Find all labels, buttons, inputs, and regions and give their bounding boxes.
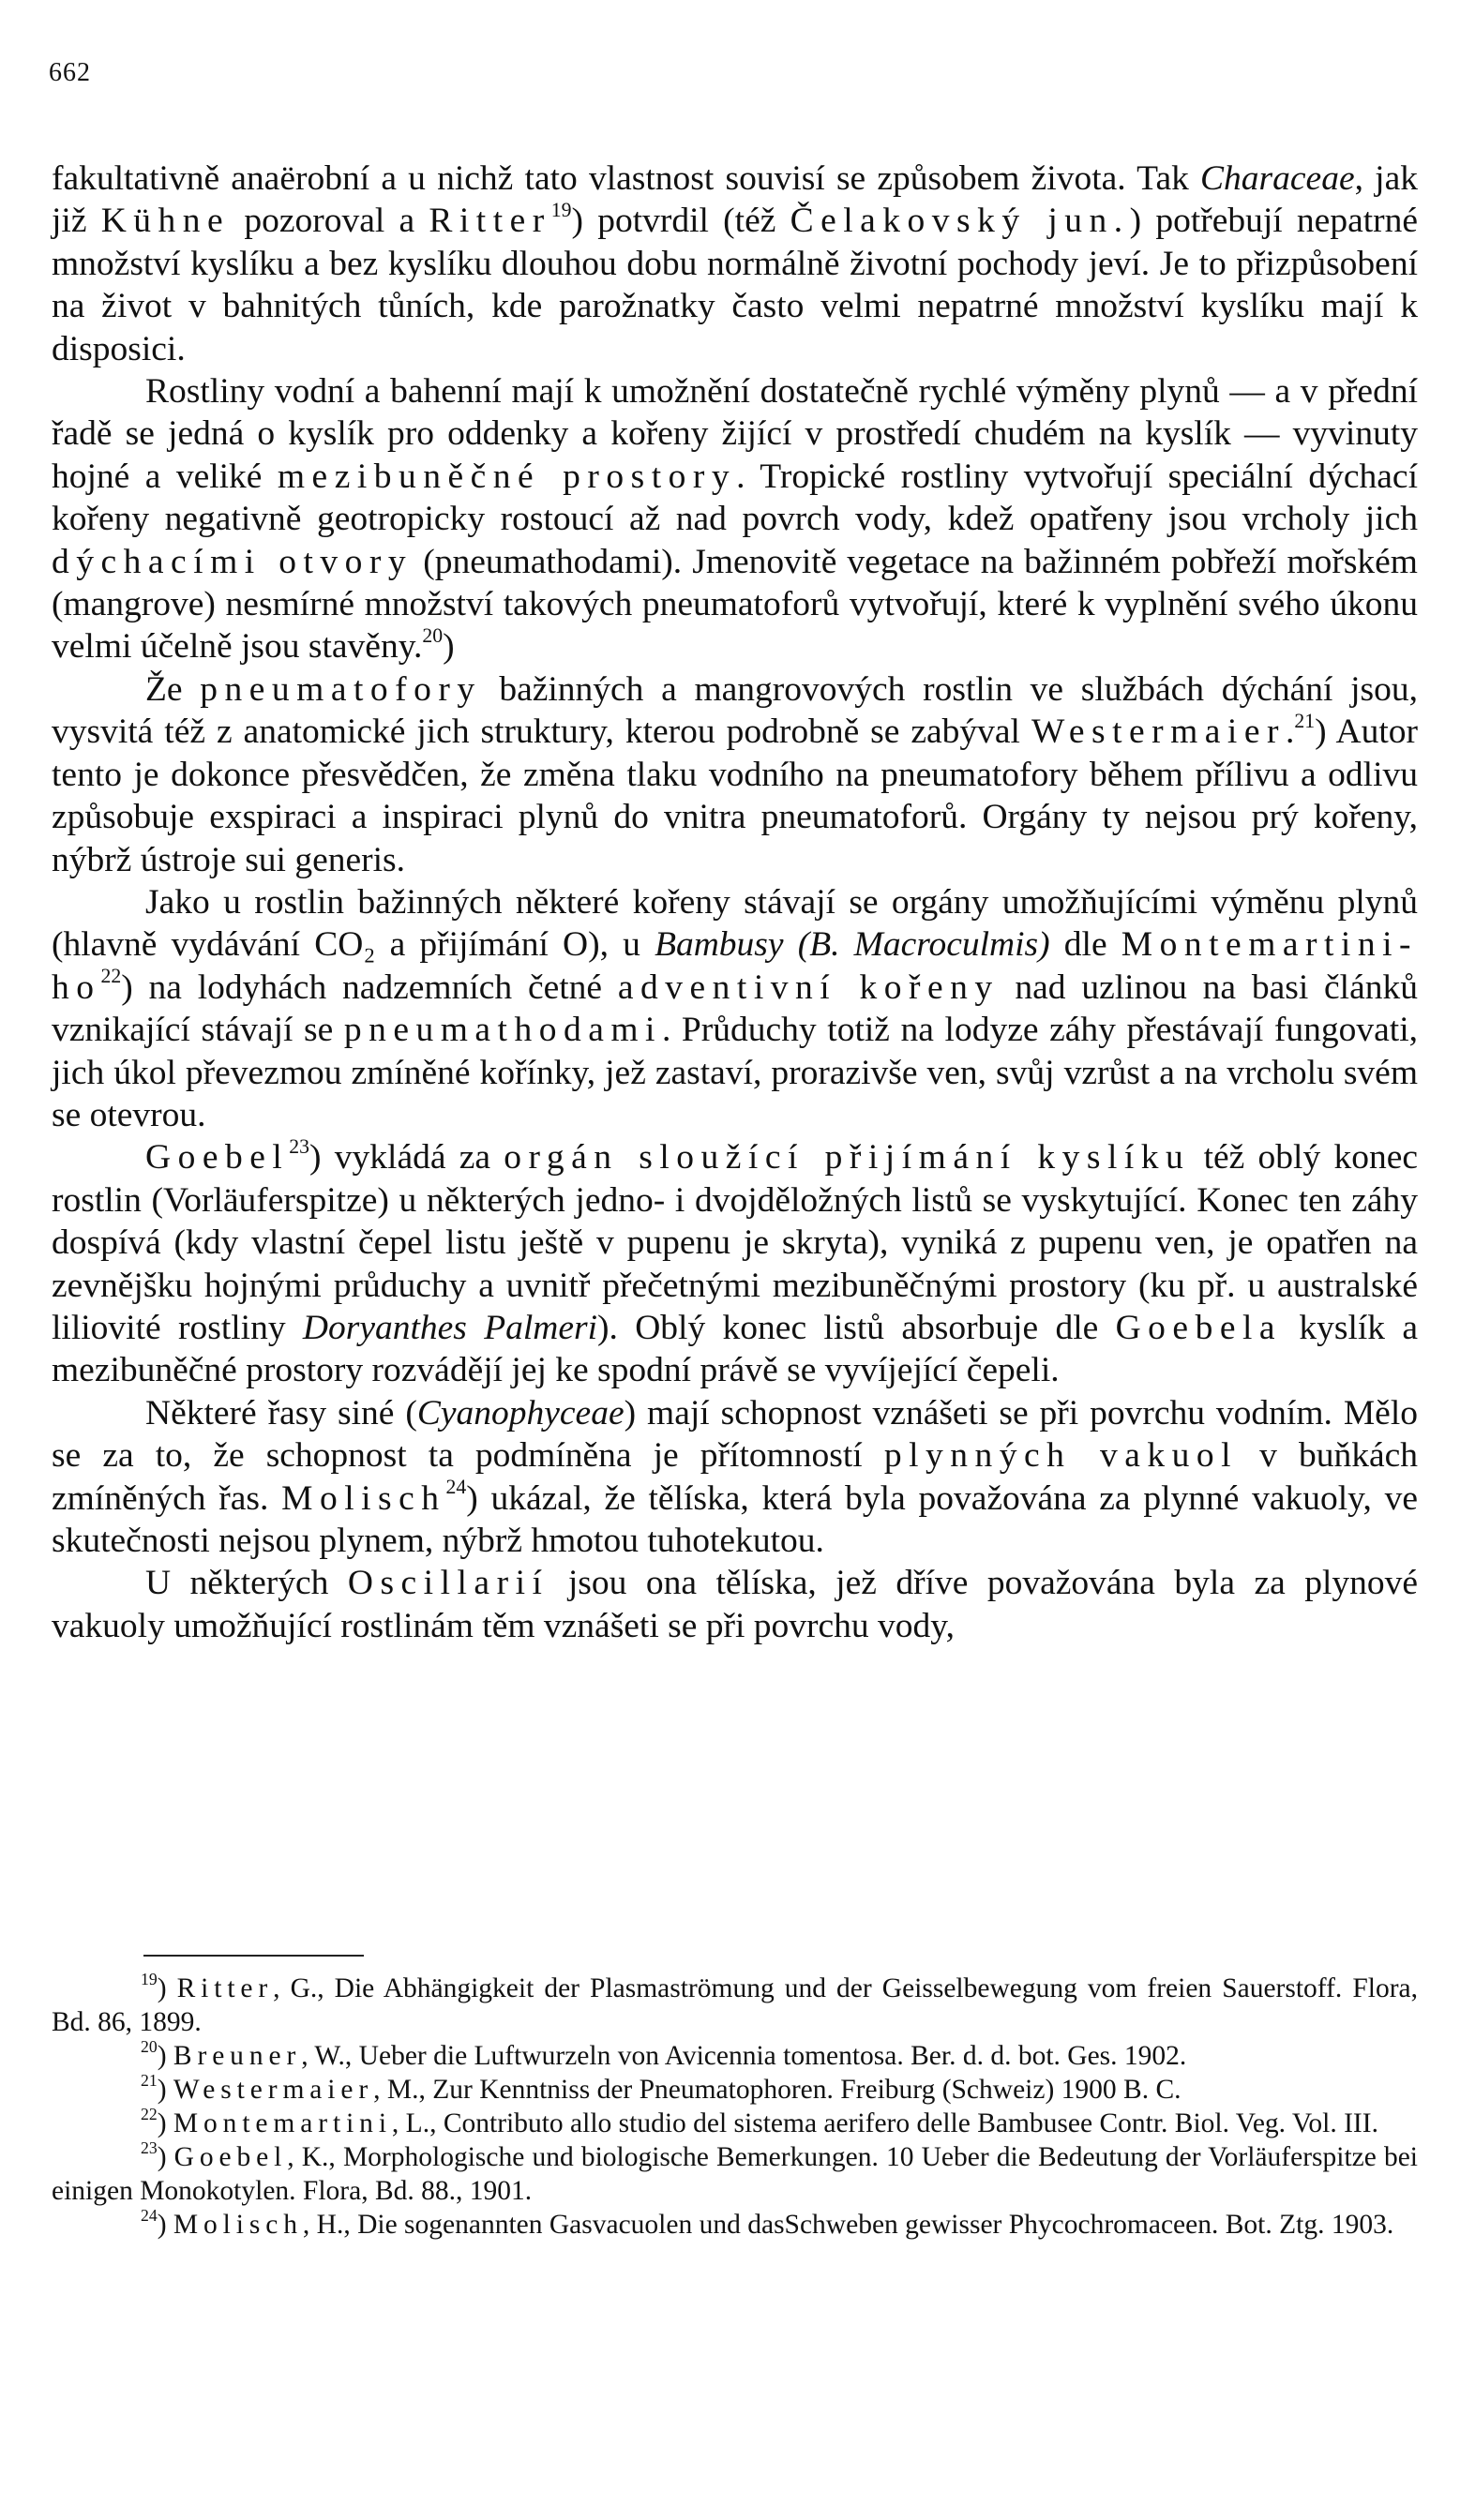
body-text — [52, 158, 1418, 1647]
text-run: ) — [157, 2108, 173, 2138]
text-run: Rostliny vodní a bahenní mají k umožnění dostatečně rychlé výměny plynů — a v přední řadě se jedná o kyslík pro oddenky a kořeny žijící v prostředí chudém na kyslík — vyvinuty hojné a veliké — [52, 372, 1418, 496]
spaced-emphasis: Čelakovský jun. — [790, 202, 1130, 241]
text-run: , W., Ueber die Luftwurzeln von Avicennia tomentosa. Ber. d. d. bot. Ges. 1902. — [301, 2041, 1187, 2071]
italic-term: Cyanophyceae — [416, 1393, 625, 1432]
footnote-ref: 19 — [141, 1969, 158, 1988]
footnote-ref: 20 — [422, 623, 444, 647]
text-run: . — [1285, 712, 1295, 752]
text-run: též oblý konec rostlin (Vorläuferspitze) u některých jedno- i dvojděložných listů se vyskytující. Konec ten záhy dospívá (kdy vlastní čepel listu ještě v pupenu je skryta), vyniká z pupenu ven, je opatřen na zevnějšku hojnými průduchy a uvnitř přečetnými mezibuněčnými prostory (ku př. u australské liliovité rostliny — [52, 1138, 1418, 1347]
spaced-emphasis: pneumatofory — [200, 669, 482, 709]
text-run: bažinných a mangrovových rostlin ve službách dýchání jsou, vysvitá též z anatomické jich struktury, kterou podrobně se zabýval — [52, 669, 1418, 752]
text-run: , jak již — [52, 159, 1418, 241]
footnote — [52, 2104, 1418, 2140]
spaced-emphasis: plynných vakuol — [883, 1436, 1239, 1476]
paragraph — [52, 1392, 1418, 1563]
italic-term: Doryanthes Palmeri — [302, 1308, 598, 1347]
paragraph — [52, 1562, 1418, 1647]
footnote-ref: 23 — [289, 1134, 310, 1158]
spaced-emphasis: dýchacími otvory — [52, 542, 414, 581]
text-run: ) ukázal, že tělíska, která byla považována za plynné vakuoly, ve skutečnosti nejsou plynem, nýbrž hmotou tuhotekutou. — [52, 1478, 1419, 1560]
footnote-ref: 24 — [141, 2205, 158, 2225]
text-run: , H., Die sogenannten Gasvacuolen und dasSchweben gewisser Phycochromaceen. Bot. Ztg. 1903. — [302, 2210, 1394, 2240]
text-run: ) — [157, 2041, 173, 2071]
spaced-emphasis: Westermaier — [173, 2075, 374, 2105]
text-run: Jako u rostlin bažinných některé kořeny stávají se orgány umožňujícími výměnu plynů (hlavně vydávání CO₂ a přijímání O), u — [52, 882, 1418, 965]
footnotes — [52, 1969, 1419, 2242]
paragraph — [52, 370, 1418, 668]
spaced-emphasis: Molisch — [173, 2210, 303, 2240]
text-run: ) na lodyhách nadzemních četné — [121, 968, 618, 1007]
text-run: ) Autor tento je dokonce přesvědčen, že změna tlaku vodního na pneumatofory během přílivu a odlivu způsobuje exspiraci a inspiraci plynů do vnitra pneumatoforů. Orgány ty nejsou prý kořeny, nýbrž ústroje sui generis. — [52, 712, 1418, 879]
spaced-emphasis: orgán sloužící přijímání kyslíku — [504, 1138, 1191, 1178]
footnote-ref: 24 — [445, 1475, 467, 1498]
text-run: jsou ona tělíska, jež dříve považována byla za plynové vakuoly umožňující rostlinám těm vznášeti se při povrchu vody, — [52, 1564, 1419, 1645]
text-run: v buňkách zmíněných řas. — [52, 1436, 1418, 1518]
footnote-ref: 21 — [1294, 709, 1316, 732]
spaced-emphasis: Breuner — [173, 2041, 302, 2071]
text-run: ) vykládá za — [309, 1138, 504, 1178]
paragraph — [52, 668, 1418, 881]
spaced-emphasis: Westermaier — [1031, 712, 1286, 752]
spaced-emphasis: Molisch — [281, 1478, 446, 1518]
footnote-ref: 19 — [550, 198, 572, 221]
text-run: ) — [157, 2210, 173, 2240]
text-run: ). Oblý konec listů absorbuje dle — [597, 1308, 1116, 1347]
text-run: , K., Morphologische und biologische Bemerkungen. 10 Ueber die Bedeutung der Vorläuferspitze bei einigen Monokotylen. Flora, Bd. 88., 1901. — [52, 2142, 1419, 2206]
footnote-ref: 22 — [100, 964, 122, 987]
footnote-ref: 21 — [141, 2070, 158, 2090]
text-run: , M., Zur Kenntniss der Pneumatophoren. Freiburg (Schweiz) 1900 B. C. — [373, 2075, 1182, 2105]
text-run: . Průduchy totiž na lodyze záhy přestávají fungovati, jich úkol převezmou zmíněné kořínky, jež zastaví, prorazivše ven, svůj vzrůst a na vrcholu svém se otevrou. — [52, 1011, 1418, 1134]
spaced-emphasis: Oscillarií — [347, 1564, 549, 1603]
paragraph — [52, 881, 1418, 1136]
paragraph — [52, 158, 1418, 370]
text-run: dle — [1049, 925, 1121, 965]
spaced-emphasis: Goebel — [173, 2142, 288, 2172]
page-number: 662 — [49, 58, 91, 87]
spaced-emphasis: mezibuněčné prostory — [277, 457, 737, 496]
text-run: (pneumathodami). Jmenovitě vegetace na bažinném pobřeží mořském (mangrove) nesmírné množství takových pneumatoforů vytvořují, které k vyplnění svého úkonu velmi účelně jsou stavěny. — [52, 542, 1418, 667]
spaced-emphasis: Ritter — [176, 1973, 274, 2003]
text-run: ) — [157, 2142, 174, 2172]
text-run: ) — [443, 627, 455, 667]
spaced-emphasis: Ritter — [429, 202, 551, 241]
italic-term: Bambusy (B. Macroculmis) — [655, 925, 1050, 965]
spaced-emphasis: Kühne — [100, 202, 231, 241]
footnote-ref: 20 — [141, 2036, 158, 2056]
footnote-ref: 23 — [141, 2138, 158, 2157]
text-run: Některé řasy siné ( — [145, 1393, 417, 1432]
spaced-emphasis: adventivní kořeny — [617, 968, 1000, 1007]
spaced-emphasis: Montemartini-ho — [52, 925, 1418, 1007]
text-run: ) potřebují nepatrné množství kyslíku a bez kyslíku dlouhou dobu normálně životní pochody jeví. Je to přizpůsobení na život v bahnitých tůních, kde parožnatky často velmi nepatrné množství kyslíku mají k disposici. — [52, 202, 1419, 368]
spaced-emphasis: pneumathodami — [343, 1011, 662, 1050]
paragraph — [52, 1136, 1418, 1391]
footnote — [52, 2036, 1418, 2073]
spaced-emphasis: Montemartini — [173, 2108, 392, 2138]
text-run: , L., Contributo allo studio del sistema aerifero delle Bambusee Contr. Biol. Veg. Vol. III. — [391, 2108, 1378, 2138]
text-run: ) — [157, 1973, 177, 2003]
italic-term: Characeae — [1200, 159, 1355, 198]
spaced-emphasis: Goebela — [1115, 1308, 1283, 1347]
text-run: Že — [145, 669, 201, 709]
text-run: pozoroval a — [230, 202, 429, 241]
footnote-divider — [143, 1955, 364, 1957]
footnote-ref: 22 — [141, 2104, 158, 2123]
text-run: kyslík a mezibuněčné prostory rozvádějí jej ke spodní právě se vyvíjející čepeli. — [52, 1308, 1419, 1390]
footnote — [52, 1969, 1418, 2039]
text-run: fakultativně anaërobní a u nichž tato vlastnost souvisí se způsobem života. Tak — [52, 159, 1201, 198]
text-run: ) potvrdil (též — [571, 202, 790, 241]
text-run: . Tropické rostliny vytvořují speciální dýchací kořeny negativně geotropicky rostoucí až nad povrch vody, kdež opatřeny jsou vrcholy jich — [52, 457, 1418, 539]
footnote — [52, 2205, 1418, 2242]
spaced-emphasis: Goebel — [145, 1138, 290, 1178]
footnote — [52, 2140, 1418, 2208]
text-run: , G., Die Abhängigkeit der Plasmaströmung und der Geisselbewegung vom freien Sauerstoff. Flora, Bd. 86, 1899. — [52, 1973, 1418, 2037]
text-run: ) — [157, 2075, 173, 2105]
text-run: nad uzlinou na basi článků vznikající stávají se — [52, 968, 1418, 1050]
text-run: ) mají schopnost vznášeti se při povrchu vodním. Mělo se za to, že schopnost ta podmíněna je přítomností — [52, 1393, 1418, 1476]
footnote — [52, 2070, 1418, 2107]
text-run: U některých — [145, 1564, 348, 1603]
